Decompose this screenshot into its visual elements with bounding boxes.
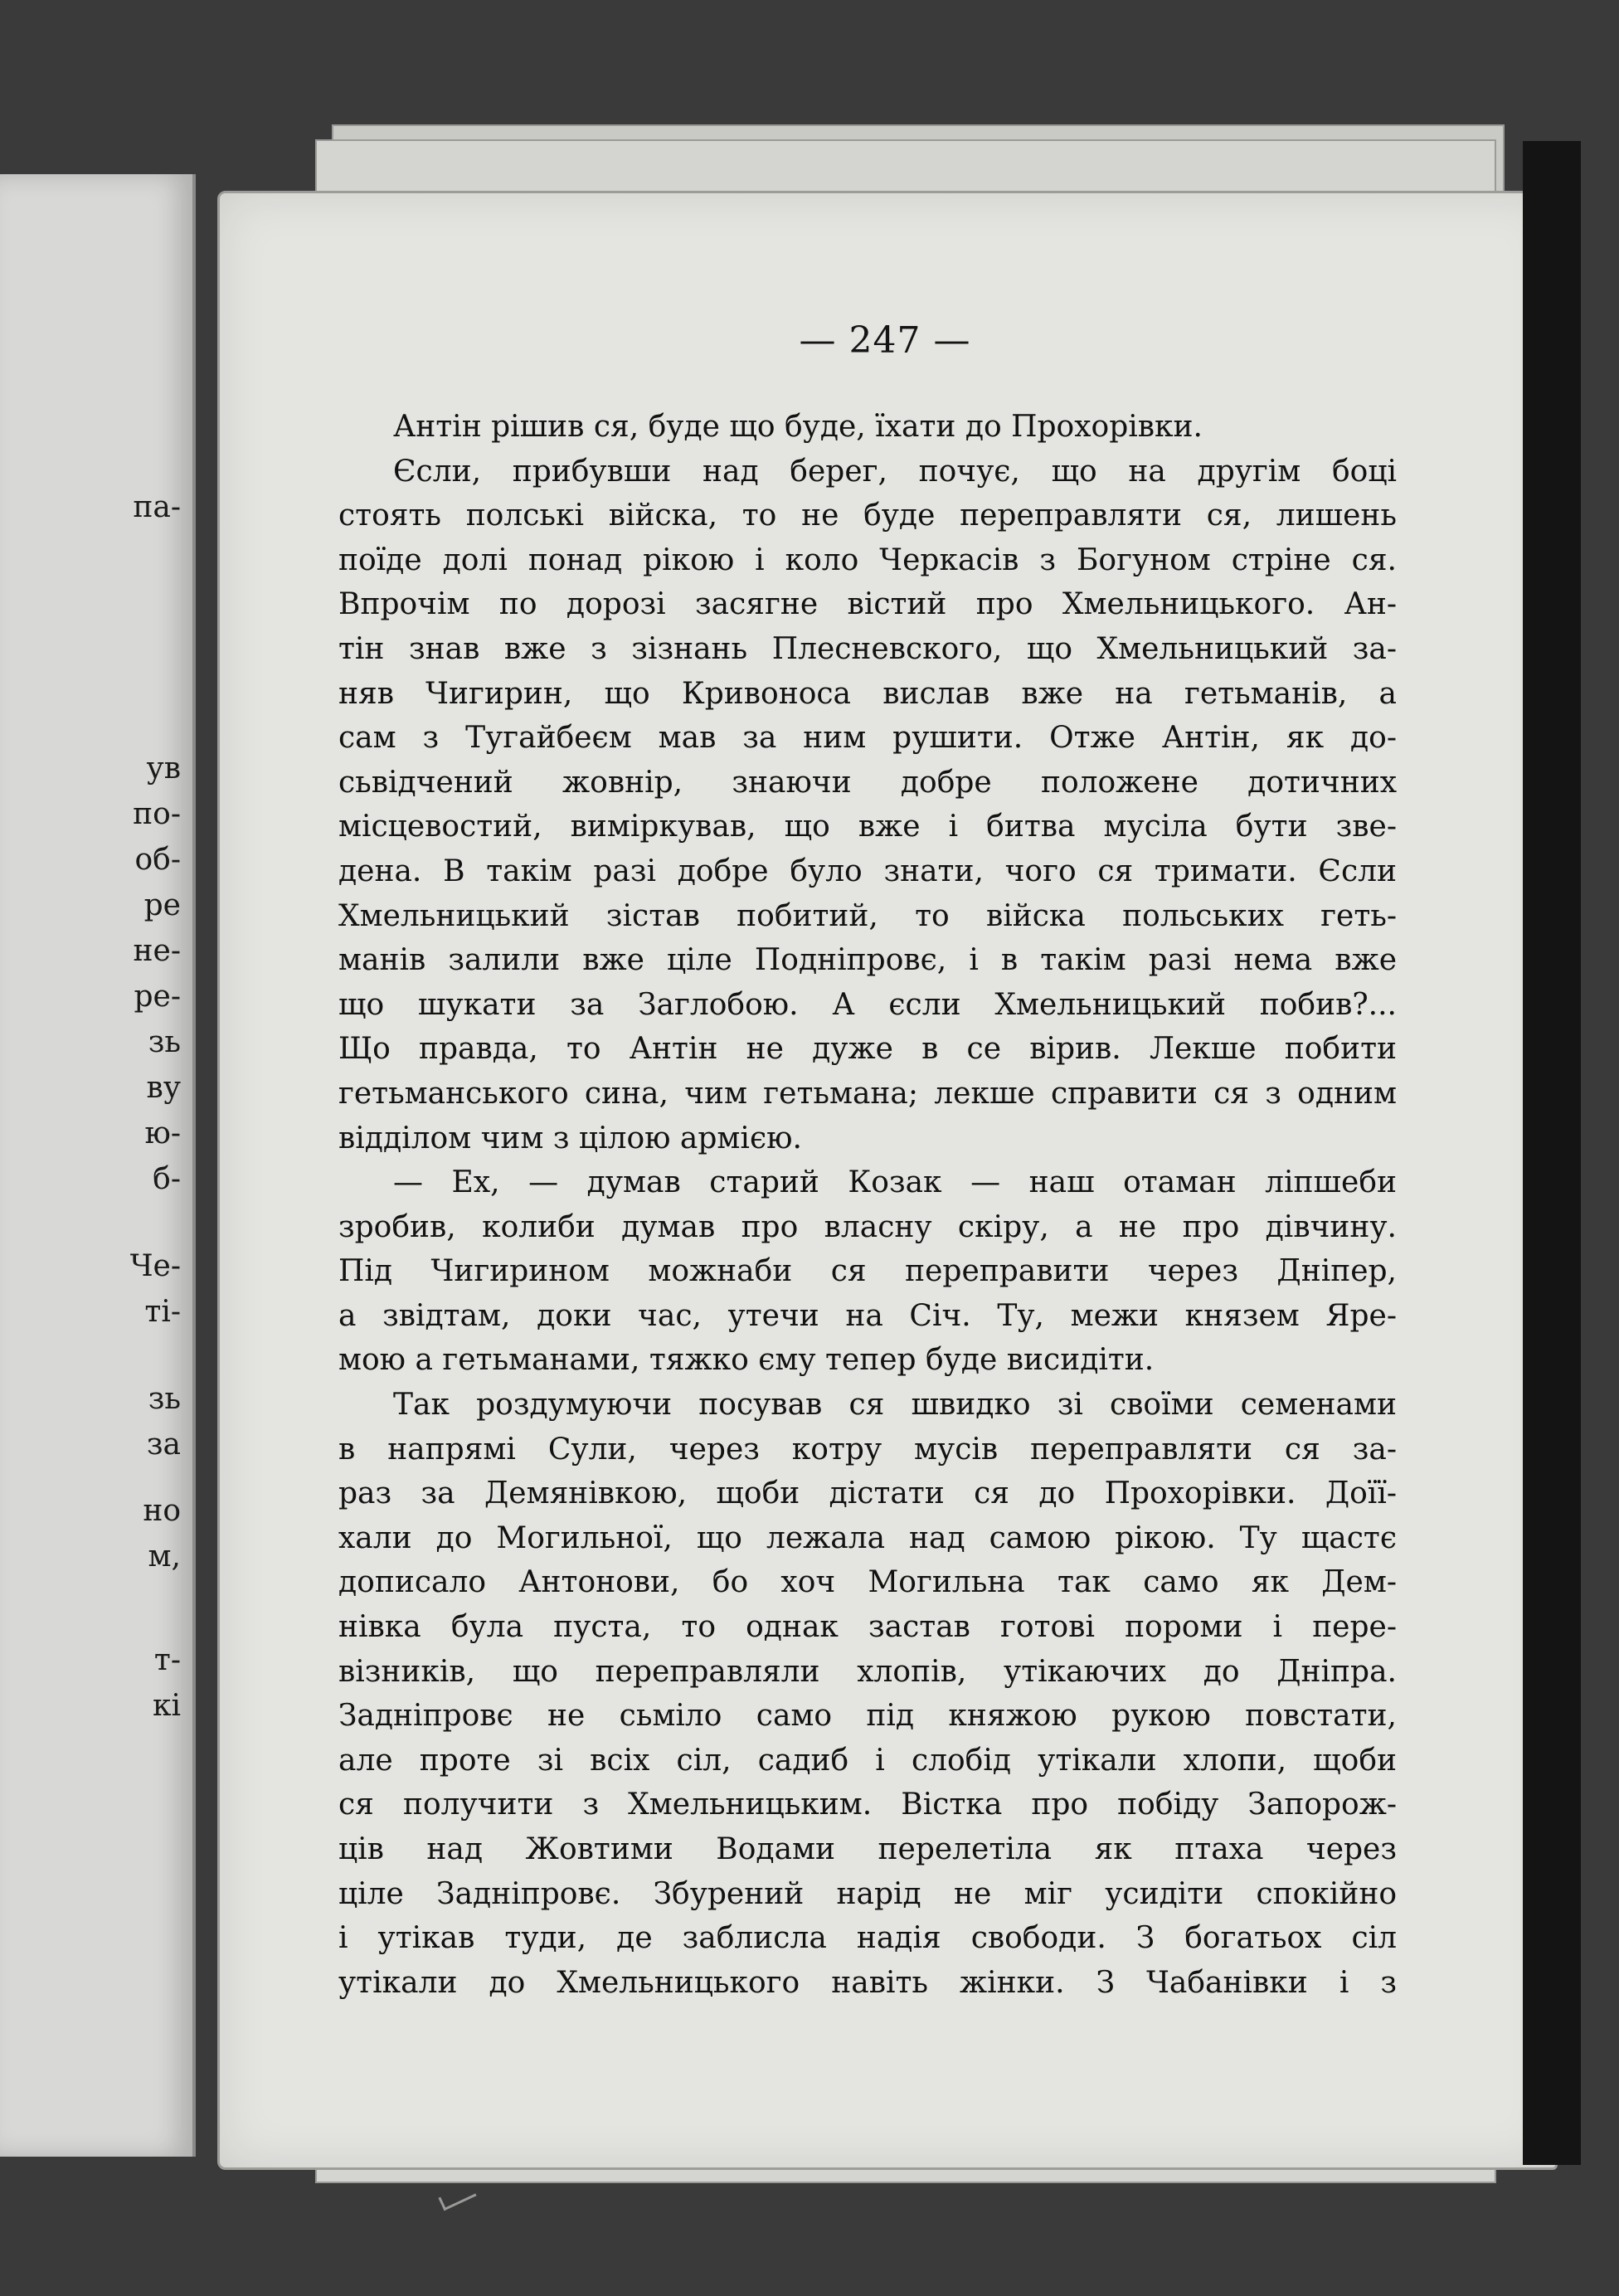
left-page-text-fragment: ре- [134, 980, 181, 1014]
text-line: Хмельницький зістав побитий, то війска польських геть- [338, 898, 1397, 933]
text-line: манів залили вже ціле Подніпровє, і в такім разі нема вже [338, 943, 1397, 978]
text-line: — Ех, — думав старий Козак — наш отаман ліпшеби [393, 1165, 1397, 1200]
text-line: дена. В такім разі добре було знати, чого ся тримати. Єсли [338, 854, 1397, 888]
text-line: що шукати за Заглобою. А єсли Хмельницький побив?... [338, 987, 1397, 1022]
text-line: гетьманського сина, чим гетьмана; лекше справити ся з одним [338, 1076, 1397, 1111]
left-page-text-fragment: зь [148, 1025, 181, 1059]
left-page-text-fragment: ті- [144, 1295, 181, 1329]
left-page-text-fragment: т- [153, 1643, 181, 1677]
left-page-text-fragment: кі [152, 1689, 181, 1723]
text-line: Під Чигирином можнаби ся переправити через Дніпер, [338, 1254, 1397, 1289]
left-page-text-fragment: ю- [144, 1116, 181, 1150]
left-page-text-fragment: ре [143, 888, 181, 922]
left-page-text-fragment: об- [134, 843, 181, 877]
text-line: зробив, колиби думав про власну скіру, а не про дівчину. [338, 1209, 1397, 1244]
text-line: місцевостий, виміркував, що вже і битва мусіла бути зве- [338, 810, 1397, 844]
left-page-text-fragment: по- [133, 797, 181, 831]
text-line: раз за Демянівкою, щоби дістати ся до Прохорівки. Доїї- [338, 1476, 1397, 1511]
text-line: хали до Могильної, що лежала над самою рікою. Ту щастє [338, 1520, 1397, 1555]
left-page-text-fragment: ув [146, 752, 181, 786]
text-line: візників, що переправляли хлопів, утікаючих до Дніпра. [338, 1654, 1397, 1689]
text-line: Так роздумуючи посував ся швидко зі своїми семенами [393, 1388, 1397, 1423]
left-page-text-fragment: не- [133, 934, 181, 968]
text-line: стоять полські війска, то не буде переправляти ся, лишень [338, 499, 1397, 533]
text-line: Задніпровє не сьміло само під княжою рукою повстати, [338, 1699, 1397, 1734]
text-line: мою а гетьманами, тяжко єму тепер буде висидіти. [338, 1343, 1155, 1378]
left-page-text-fragment: зь [148, 1382, 181, 1416]
text-line: утікали до Хмельницького навіть жінки. З Чабанівки і з [338, 1965, 1397, 2000]
text-line: няв Чигирин, що Кривоноса вислав вже на гетьманів, а [338, 676, 1397, 711]
text-line: Єсли, прибувши над берег, почує, що на другім боці [393, 454, 1397, 489]
text-line: Що правда, то Антін не дуже в се вірив. Лекше побити [338, 1032, 1397, 1067]
text-line: Впрочім по дорозі засягне вістий про Хмельницького. Ан- [338, 587, 1397, 622]
left-page-text-fragment: но [143, 1494, 181, 1528]
left-page-text-fragment: б- [153, 1162, 181, 1196]
left-page-text-fragment: Че- [129, 1249, 181, 1283]
text-line: ся получити з Хмельницьким. Вістка про побіду Запорож- [338, 1788, 1397, 1822]
text-line: ців над Жовтими Водами перелетіла як птаха через [338, 1832, 1397, 1866]
book-spine-shadow [1523, 141, 1581, 2165]
text-line: в напрямі Сули, через котру мусів переправляти ся за- [338, 1432, 1397, 1467]
text-line: а звідтам, доки час, утечи на Січ. Ту, межи князем Яре- [338, 1298, 1397, 1333]
text-line: але проте зі всіх сіл, садиб і слобід утікали хлопи, щоби [338, 1743, 1397, 1778]
page-body-text [338, 405, 1397, 2005]
text-line: і утікав туди, де заблисла надія свободи. З богатьох сіл [338, 1921, 1397, 1956]
text-line: нівка була пуста, то однак застав готові пороми і пере- [338, 1610, 1397, 1645]
left-page-text-fragment: па- [133, 490, 181, 524]
left-page-text-fragment: за [146, 1428, 181, 1462]
text-line: поїде долі понад рікою і коло Черкасів з Богуном стріне ся. [338, 542, 1397, 577]
text-line: дописало Антонови, бо хоч Могильна так само як Дем- [338, 1565, 1397, 1600]
text-line: сьвідчений жовнір, знаючи добре положене дотичних [338, 765, 1397, 800]
text-line: Антін рішив ся, буде що буде, їхати до Прохорівки. [393, 410, 1203, 444]
page-number: — 247 — [799, 319, 971, 362]
left-page-text-fragment: м, [148, 1540, 181, 1574]
text-line: ціле Задніпровє. Збурений нарід не міг усидіти спокійно [338, 1876, 1397, 1911]
left-page-text-fragment: ву [146, 1071, 181, 1105]
text-line: відділом чим з цілою армією. [338, 1121, 802, 1155]
left-page [0, 174, 196, 2157]
text-line: сам з Тугайбеєм мав за ним рушити. Отже Антін, як до- [338, 721, 1397, 756]
text-line: тін знав вже з зізнань Плесневского, що Хмельницький за- [338, 631, 1397, 666]
